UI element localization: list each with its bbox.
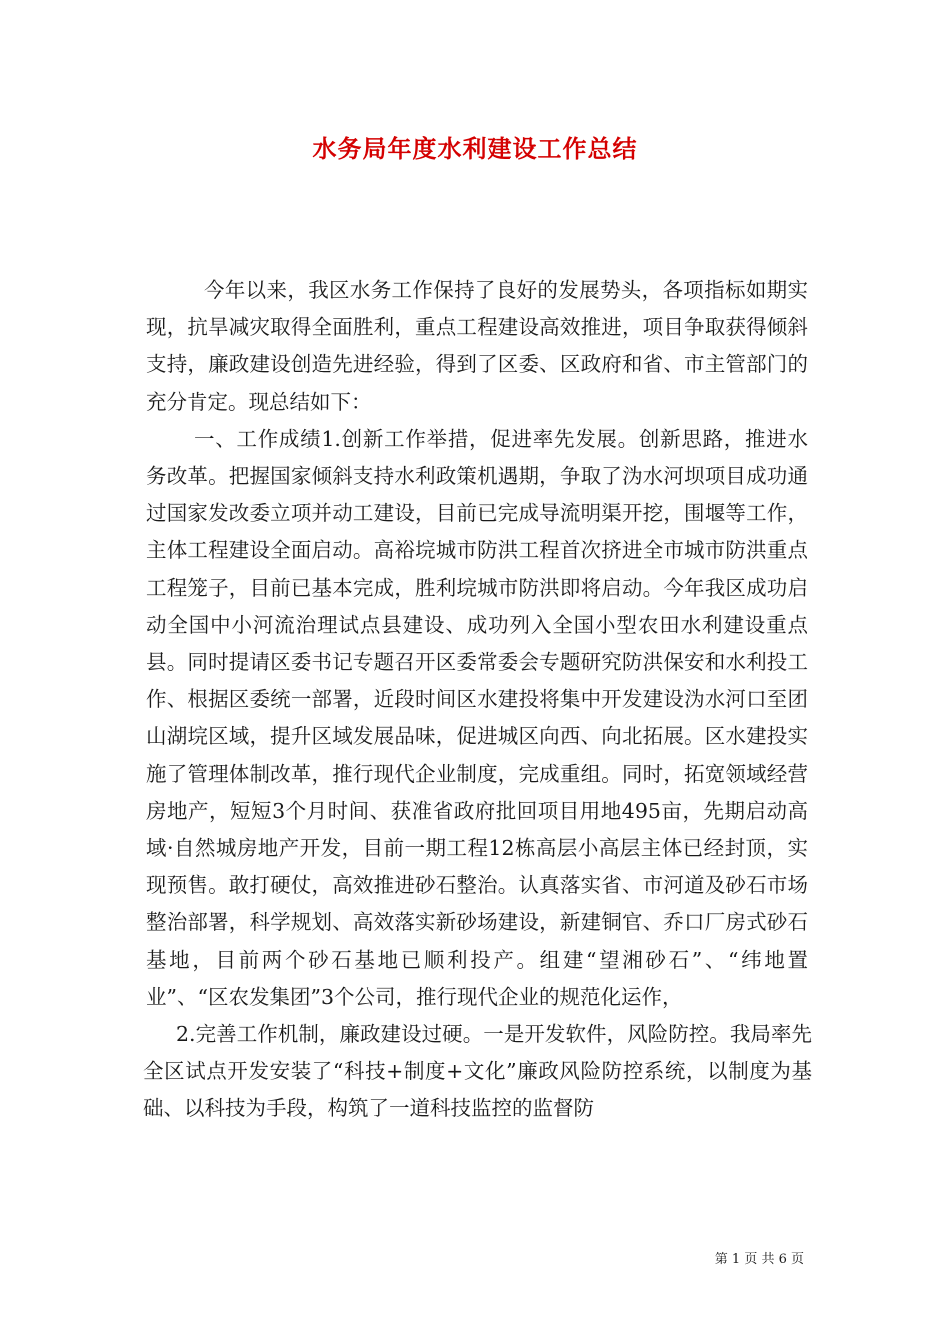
page-footer: 第 1 页 共 6 页 bbox=[714, 1252, 804, 1267]
paragraph-work-mechanism: 2.完善工作机制，廉政建设过硬。一是开发软件，风险防控。我局率先全区试点开发安装了“科技+制度+文化”廉政风险防控系统，以制度为基础、以科技为手段，构筑了一道科技监控的监督防 bbox=[143, 1022, 812, 1121]
paragraph-work-results: 一、工作成绩1.创新工作举措，促进率先发展。创新思路，推进水务改革。把握国家倾斜支持水利政策机遇期，争取了沩水河坝项目成功通过国家发改委立项并动工建设，目前已完成导流明渠开挖，围堰等工作，主体工程建设全面启动。高裕垸城市防洪工程首次挤进全市城市防洪重点工程笼子，目前已基本完成，胜利垸城市防洪即将启动。今年我区成功启动全国中小河流治理试点县建设、成功列入全国小型农田水利建设重点县。同时提请区委书记专题召开区委常委会专题研究防洪保安和水利投工作、根据区委统一部署，近段时间区水建投将集中开发建设沩水河口至团山湖垸区域，提升区域发展品味，促进城区向西、向北拓展。区水建投实施了管理体制改革，推行现代企业制度，完成重组。同时，拓宽领域经营房地产，短短3个月时间、获准省政府批回项目用地495亩，先期启动高域·自然城房地产开发，目前一期工程12栋高层小高层主体已经封顶，实现预售。敢打硬仗，高效推进砂石整治。认真落实省、市河道及砂石市场整治部署，科学规划、高效落实新砂场建设，新建铜官、乔口厂房式砂石基地，目前两个砂石基地已顺利投产。组建“望湘砂石”、“纬地置业”、“区农发集团”3个公司，推行现代企业的规范化运作， bbox=[146, 426, 808, 1009]
document-body bbox=[143, 272, 812, 1128]
page-title: 水务局年度水利建设工作总结 bbox=[312, 134, 638, 163]
paragraph-intro: 今年以来，我区水务工作保持了良好的发展势头，各项指标如期实现，抗旱减灾取得全面胜利，重点工程建设高效推进，项目争取获得倾斜支持，廉政建设创造先进经验，得到了区委、区政府和省、市主管部门的充分肯定。现总结如下： bbox=[146, 278, 808, 414]
